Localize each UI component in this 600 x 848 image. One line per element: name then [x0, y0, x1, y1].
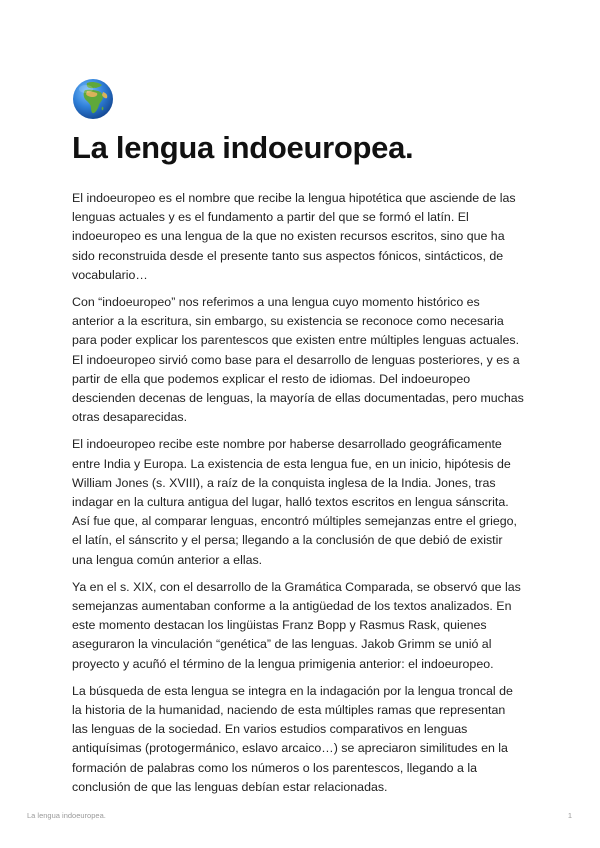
- body-text: [72, 189, 524, 797]
- paragraph: La búsqueda de esta lengua se integra en la indagación por la lengua troncal de la historia de la humanidad, naciendo de esta múltiples ramas que representan las lenguas de la sociedad. En varios estudios comparativos en lenguas antiquísimas (protogermánico, eslavo arcaico…) se apreciaron similitudes en la formación de palabras como los números o los parentescos, llegando a la conclusión de que las lenguas debían estar relacionadas.: [72, 683, 513, 794]
- footer-title: La lengua indoeuropea.: [27, 811, 106, 820]
- paragraph: El indoeuropeo recibe este nombre por haberse desarrollado geográficamente entre India y Europa. La existencia de esta lengua fue, en un inicio, hipótesis de William Jones (s. XVIII), a raíz de la conquista inglesa de la India. Jones, tras indagar en la cultura antigua del lugar, halló textos escritos en lengua sánscrita. Así fue que, al comparar lenguas, encontró múltiples semejanzas entre el griego, el latín, el sánscrito y el persa; llegando a la conclusión de que debió de existir una lengua común anterior a ellas.: [72, 437, 517, 567]
- paragraph: Ya en el s. XIX, con el desarrollo de la Gramática Comparada, se observó que las semejanzas aumentaban conforme a la antigüedad de los textos analizados. En este momento destacan los lingüistas Franz Bopp y Rasmus Rask, quienes aseguraron la vinculación “genética” de las lenguas. Jakob Grimm se unió al proyecto y acuñó el término de la lengua primigenia anterior: el indoeuropeo.: [72, 579, 521, 671]
- globe-africa-europe-icon: [72, 78, 114, 120]
- page-number: 1: [567, 811, 572, 820]
- document-page: [72, 78, 524, 805]
- page-title: La lengua indoeuropea.: [72, 130, 414, 165]
- paragraph: Con “indoeuropeo” nos referimos a una lengua cuyo momento histórico es anterior a la escritura, sin embargo, su existencia se reconoce como necesaria para poder explicar los parentescos que existen entre múltiples lenguas actuales. El indoeuropeo sirvió como base para el desarrollo de lenguas posteriores, y es a partir de ella que podemos explicar el resto de idiomas. Del indoeuropeo descienden decenas de lenguas, la mayoría de ellas documentadas, pero muchas otras desaparecidas.: [72, 295, 524, 425]
- paragraph: El indoeuropeo es el nombre que recibe la lengua hipotética que asciende de las lenguas actuales y es el fundamento a partir del que se formó el latín. El indoeuropeo es una lengua de la que no existen recursos escritos, sino que ha sido reconstruida desde el presente tanto sus aspectos fónicos, sintácticos, de vocabulario…: [72, 191, 516, 282]
